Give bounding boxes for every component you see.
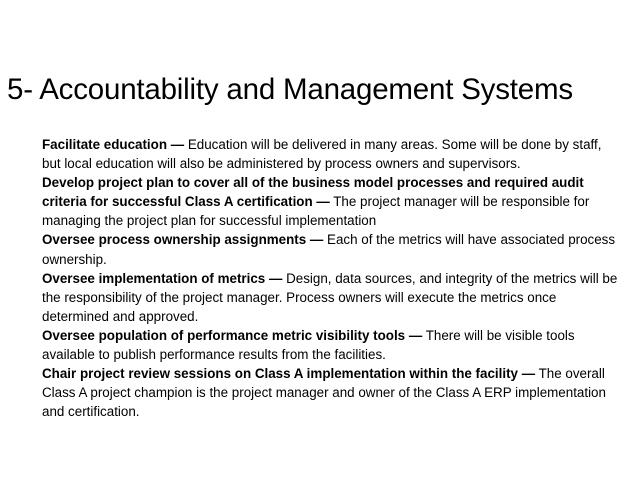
list-item-visibility-tools — [42, 326, 620, 364]
item-text: There will be visible tools available to publish performance results from the facilities. — [42, 327, 575, 363]
list-item-process-ownership — [42, 230, 620, 268]
item-text: The overall Class A project champion is the project manager and owner of the Class A ERP implementation and certification. — [42, 366, 606, 420]
item-heading: Oversee population of performance metric visibility tools — — [42, 327, 423, 343]
item-heading: Oversee implementation of metrics — — [42, 270, 283, 286]
item-heading: Chair project review sessions on Class A implementation within the facility — — [42, 366, 536, 382]
item-text: Design, data sources, and integrity of the metrics will be the responsibility of the project manager. Process owners will execute the metrics once determined and approved. — [42, 270, 618, 324]
list-item-implementation-of-metrics — [42, 269, 620, 326]
item-text: Education will be delivered in many areas. Some will be done by staff, but local education will also be administered by process owners and supervisors. — [42, 137, 602, 172]
item-text: Each of the metrics will have associated process ownership. — [42, 232, 616, 267]
item-heading: Develop project plan to cover all of the business model processes and required audit criteria for successful Class A certification — — [42, 175, 584, 210]
slide-body — [42, 135, 620, 421]
item-heading: Facilitate education — — [42, 137, 185, 152]
list-item-facilitate-education — [42, 135, 620, 173]
item-heading: Oversee process ownership assignments — — [42, 232, 324, 248]
list-item-develop-project-plan — [42, 173, 620, 230]
list-item-project-review-sessions — [42, 364, 620, 421]
slide-title: 5- Accountability and Management Systems — [7, 73, 573, 106]
item-text: The project manager will be responsible for managing the project plan for successful implementation — [42, 194, 590, 229]
